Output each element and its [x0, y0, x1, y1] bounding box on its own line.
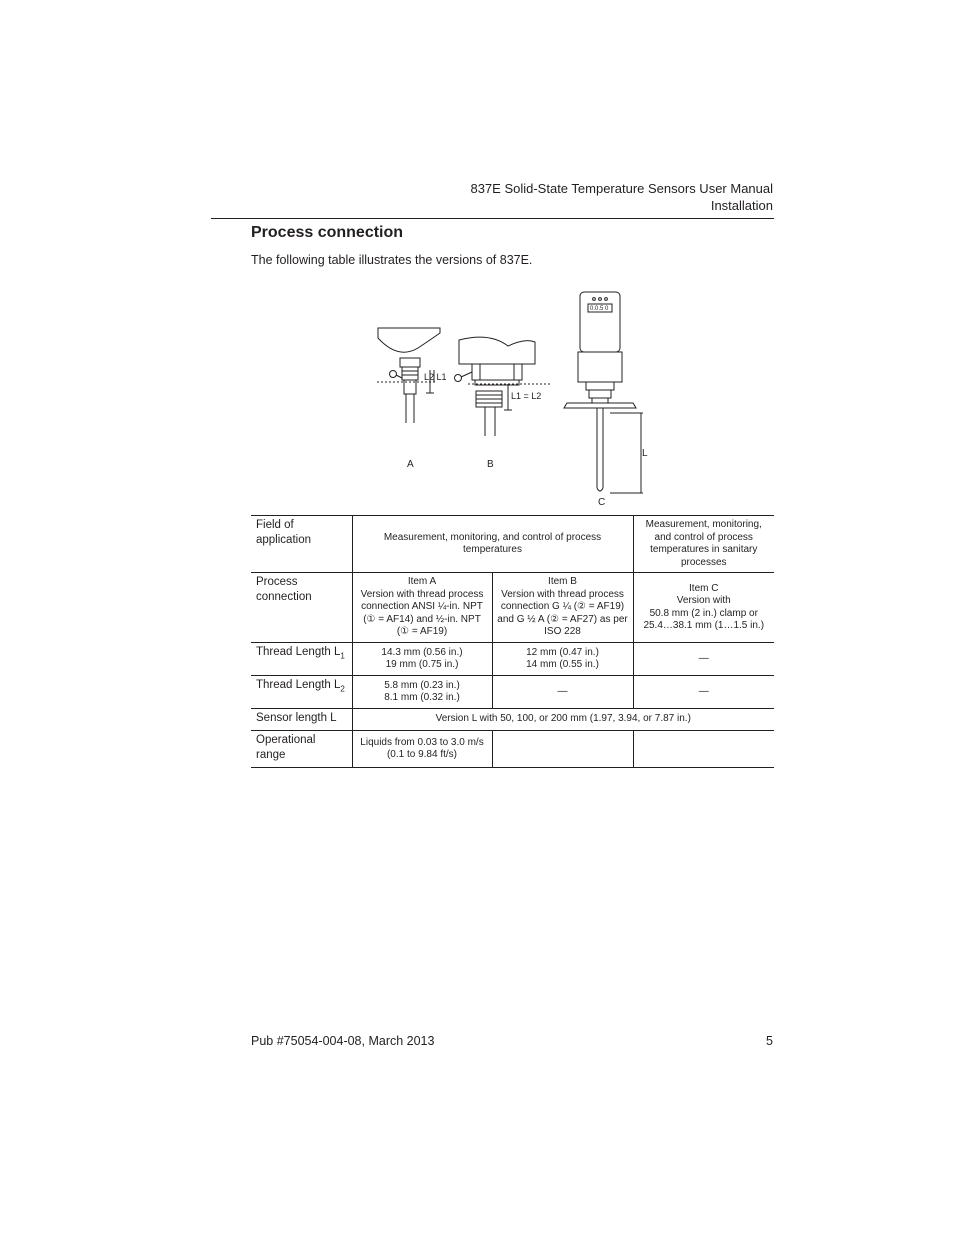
- table-cell: —: [633, 643, 774, 676]
- table-row: [251, 676, 774, 709]
- callout-l: L: [642, 448, 648, 459]
- sensor-versions-figure: [360, 288, 660, 513]
- row-label: Sensor length L: [251, 709, 352, 731]
- table-cell: Item C Version with 50.8 mm (2 in.) clamp or 25.4…38.1 mm (1…1.5 in.): [633, 573, 774, 643]
- table-cell: Liquids from 0.03 to 3.0 m/s (0.1 to 9.84 ft/s): [352, 731, 492, 768]
- table-cell: 14.3 mm (0.56 in.) 19 mm (0.75 in.): [352, 643, 492, 676]
- section-title: Process connection: [251, 224, 404, 241]
- display-readout: 0.0.5 0: [590, 306, 609, 312]
- sensor-version-b-drawing: [455, 337, 553, 436]
- table-cell: Version L with 50, 100, or 200 mm (1.97, 3.94, or 7.87 in.): [352, 709, 774, 731]
- table-row: [251, 516, 774, 573]
- table-cell: 12 mm (0.47 in.) 14 mm (0.55 in.): [492, 643, 633, 676]
- row-label: Thread Length $L_2$: [251, 676, 352, 709]
- page-number: 5: [766, 1034, 773, 1048]
- sensor-version-c-drawing: [564, 292, 643, 493]
- row-label: Field of application: [251, 516, 352, 573]
- process-connection-table: [251, 515, 774, 768]
- label-c: C: [598, 497, 606, 508]
- table-cell: —: [633, 676, 774, 709]
- table-cell: [633, 731, 774, 768]
- manual-title: 837E Solid-State Temperature Sensors User Manual: [470, 181, 773, 196]
- callout-l1-eq-l2: L1 = L2: [511, 391, 542, 401]
- table-cell: Item B Version with thread process connection G ¼ (② = AF19) and G ½ A (② = AF27) as per ISO 228: [492, 573, 633, 643]
- header-rule: [211, 218, 774, 219]
- table-row: [251, 709, 774, 731]
- running-header: [470, 180, 773, 214]
- label-b: B: [487, 459, 494, 470]
- table-row: [251, 731, 774, 768]
- table-cell: —: [492, 676, 633, 709]
- chapter-name: Installation: [710, 198, 773, 213]
- table-cell: Measurement, monitoring, and control of process temperatures: [352, 516, 633, 573]
- intro-text: The following table illustrates the versions of 837E.: [251, 253, 533, 267]
- table-cell: [492, 731, 633, 768]
- table-row: [251, 643, 774, 676]
- publication-info: Pub #75054-004-08, March 2013: [251, 1034, 435, 1048]
- table-cell: Measurement, monitoring, and control of process temperatures in sanitary processes: [633, 516, 774, 573]
- callout-l2-l1: L2 L1: [424, 372, 447, 382]
- label-a: A: [407, 459, 414, 470]
- row-label: Thread Length $L_1$: [251, 643, 352, 676]
- table-cell: Item A Version with thread process connection ANSI ¼-in. NPT (① = AF14) and ½-in. NPT (① = AF19): [352, 573, 492, 643]
- row-label: Operational range: [251, 731, 352, 768]
- table-cell: 5.8 mm (0.23 in.) 8.1 mm (0.32 in.): [352, 676, 492, 709]
- row-label: Process connection: [251, 573, 352, 643]
- table-row: [251, 573, 774, 643]
